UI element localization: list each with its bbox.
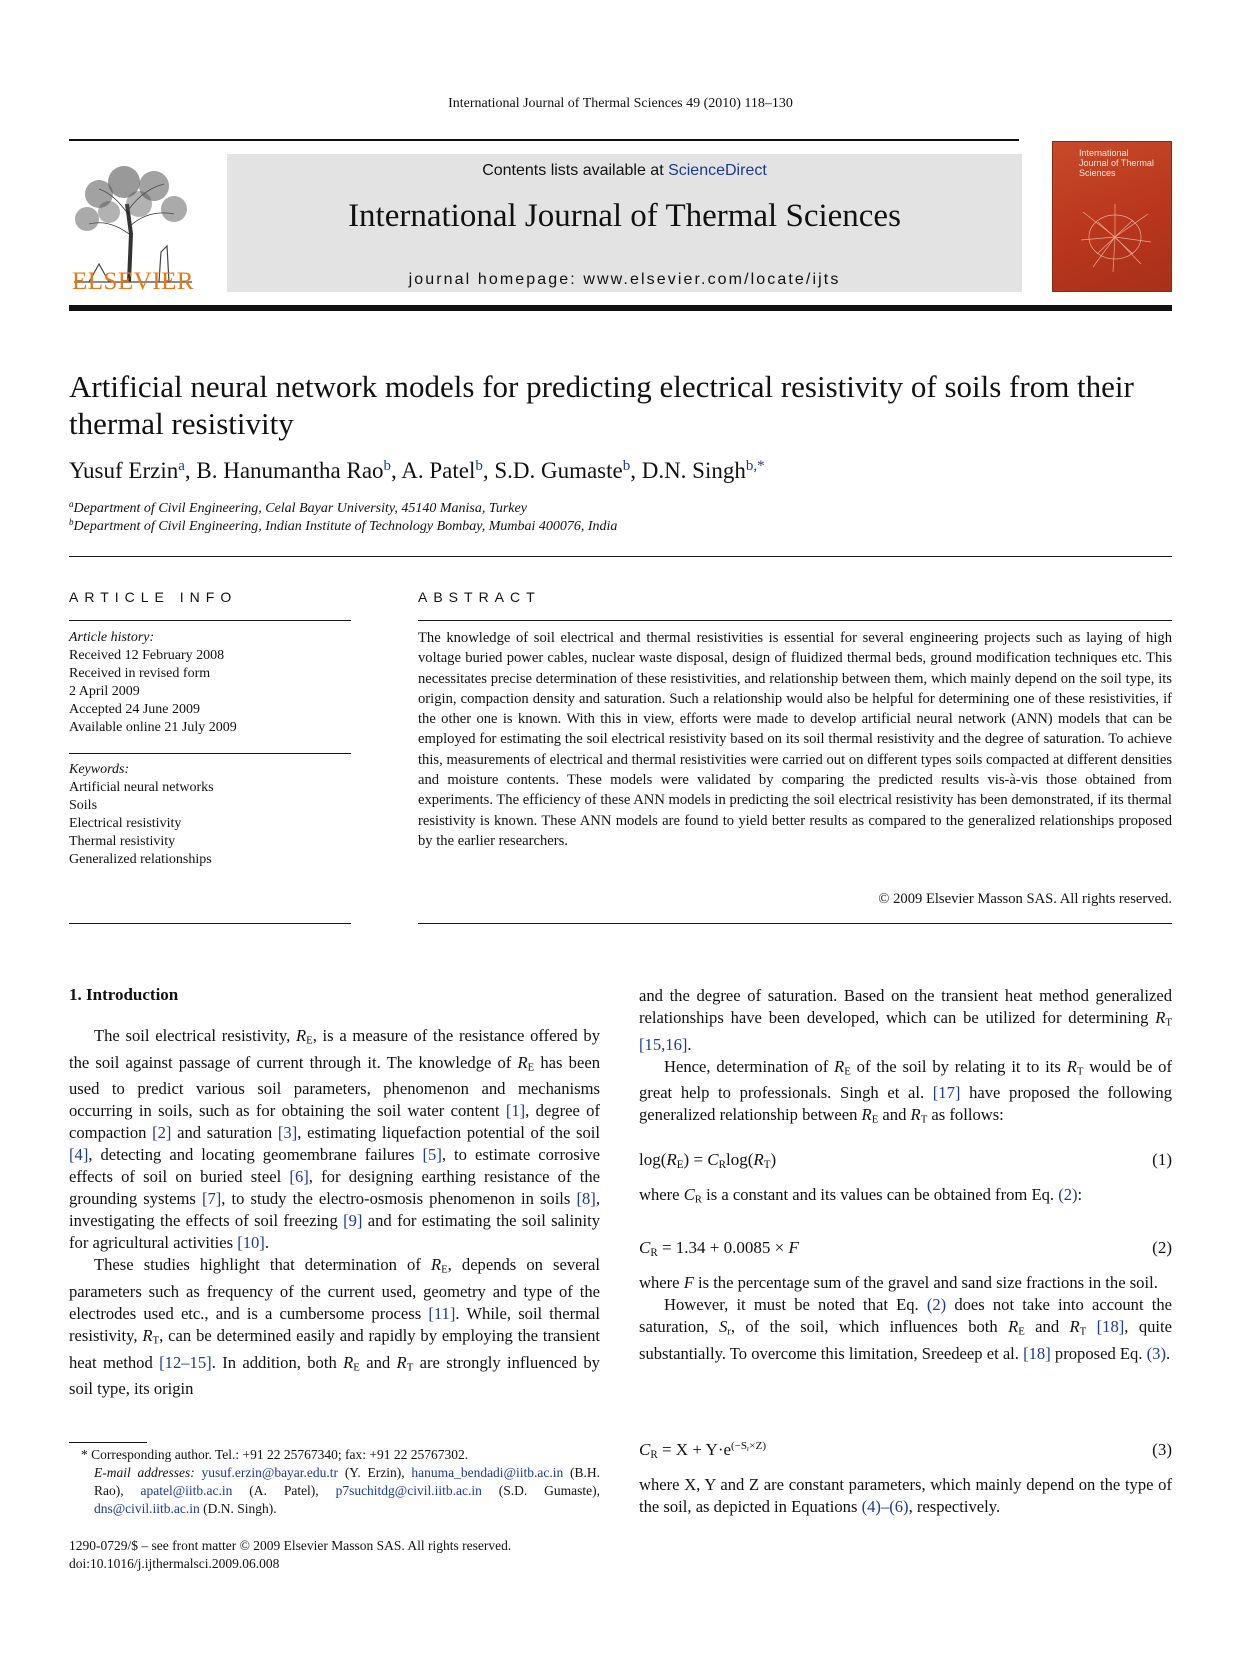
citation-link[interactable]: [17]: [932, 1083, 961, 1103]
history-item: Received in revised form: [69, 666, 211, 681]
email-link[interactable]: yusuf.erzin@bayar.edu.tr: [201, 1465, 339, 1480]
article-info-rule: [69, 620, 351, 621]
equation-2-followup: where F is the percentage sum of the gravel and sand size fractions in the soil. However, it must be noted that Eq. (2) does not take into account the saturation, $S_r$, of the soil, which influences both $R_E$ and $R_T$ [18], quite substantially. To overcome this limitation, Sreedeep et al. [18] proposed Eq. (3).: [639, 1273, 1172, 1363]
citation-link[interactable]: [12–15]: [159, 1352, 212, 1372]
paragraph: The soil electrical resistivity, $R_E$, is a measure of the resistance offered by the soil against passage of current through it. The knowledge of $R_E$ has been used to predict various soil parameters, phenomenon and mechanisms occurring in soils, such as for obtaining the soil water content [1], degree of compaction [2] and saturation [3], estimating liquefaction potential of the soil [4], detecting and locating geomembrane failures [5], to estimate corrosive effects of soil on buried steel [6], for designing earthing resistance of the grounding systems [7], to study the electro-osmosis phenomenon in soils [8], investigating the effects of soil freezing [9] and for estimating the soil salinity for agricultural activities [10].: [69, 1026, 600, 1253]
citation-link[interactable]: [9]: [343, 1211, 363, 1231]
abstract-copyright: © 2009 Elsevier Masson SAS. All rights reserved.: [878, 891, 1172, 907]
equation-link[interactable]: (4)–(6): [861, 1497, 909, 1516]
masthead-rule: [69, 305, 1172, 311]
citation-link[interactable]: [6]: [289, 1167, 309, 1187]
citation-link[interactable]: [4]: [69, 1145, 89, 1165]
author-name[interactable]: Yusuf Erzin: [69, 458, 179, 483]
author-affiliation-mark[interactable]: b: [622, 457, 631, 474]
abstract-rule: [418, 620, 1172, 621]
history-item: Accepted 24 June 2009: [69, 702, 201, 717]
abstract-heading: ABSTRACT: [418, 589, 541, 605]
history-item: Available online 21 July 2009: [69, 720, 237, 735]
contents-prefix: Contents lists available at: [482, 162, 669, 179]
footnote-rule: [69, 1442, 147, 1443]
citation-link[interactable]: [18]: [1096, 1317, 1125, 1336]
equation-link[interactable]: (2): [1058, 1185, 1078, 1204]
equation-1-followup: where $C_R$ is a constant and its values can be obtained from Eq. (2):: [639, 1185, 1083, 1206]
paragraph: However, it must be noted that Eq. (2) does not take into account the saturation, $S_r$, of the soil, which influences both $R_E$ and $R_T$ [18], quite substantially. To overcome this limitation, Sreedeep et al. [18] proposed Eq. (3).: [639, 1295, 1172, 1363]
author-name[interactable]: A. Patel: [401, 458, 476, 483]
citation-link[interactable]: [18]: [1023, 1343, 1051, 1363]
citation-link[interactable]: [5]: [422, 1145, 442, 1165]
author-name[interactable]: B. Hanumantha Rao: [196, 458, 384, 483]
keyword: Generalized relationships: [69, 852, 212, 867]
journal-homepage[interactable]: journal homepage: www.elsevier.com/locate/ijts: [408, 271, 841, 288]
paragraph: These studies highlight that determination of $R_E$, depends on several parameters such as frequency of the current used, geometry and type of the electrodes used etc., and is a cumbersome process [11]. While, soil thermal resistivity, $R_T$, can be determined easily and rapidly by employing the transient heat method [12–15]. In addition, both $R_E$ and $R_T$ are strongly influenced by soil type, its origin: [69, 1255, 601, 1399]
title-block-rule: [69, 556, 1172, 557]
affiliation-a: $^a$Department of Civil Engineering, Celal Bayar University, 45140 Manisa, Turkey: [69, 499, 527, 516]
article-title: Artificial neural network models for predicting electrical resistivity of soils from their thermal resistivity: [69, 369, 1134, 441]
article-info-bottom-rule: [69, 923, 351, 924]
keyword: Electrical resistivity: [69, 816, 182, 831]
journal-masthead: [227, 154, 1022, 292]
equation-number: (2): [1152, 1238, 1172, 1257]
author-list: Yusuf Erzin$^a$, B. Hanumantha Rao$^b$, A. Patel$^b$, S.D. Gumaste$^b$, D.N. Singh$^{b,*}$: [69, 457, 765, 483]
email-link[interactable]: dns@civil.iitb.ac.in: [94, 1501, 200, 1516]
article-history: Article history: Received 12 February 2008 Received in revised form 2 April 2009 Accepted 24 June 2009 Available online 21 July 2009: [69, 630, 237, 735]
history-item: Received 12 February 2008: [69, 648, 225, 663]
keywords: Keywords: Artificial neural networks Soils Electrical resistivity Thermal resistivity Generalized relationships: [69, 762, 214, 867]
author-name[interactable]: S.D. Gumaste: [494, 458, 623, 483]
right-column-top: [639, 985, 1172, 1127]
citation-link[interactable]: [3]: [277, 1123, 298, 1143]
author-affiliation-mark[interactable]: b: [475, 457, 483, 474]
keyword: Soils: [69, 798, 98, 813]
left-column: [69, 1025, 600, 1400]
abstract-text: The knowledge of soil electrical and thermal resistivities is essential for several engineering projects such as laying of high voltage buried power cables, nuclear waste disposal, design of fluidized thermal beds, ground modification techniques etc. This necessitates precise determination of these resistivities, and relationship between them, which mainly depend on the soil type, its origin, compaction density and saturation. Such a relationship would also be helpful for determining one of these resistivities, if the other one is known. With this in view, efforts were made to develop artificial neural network (ANN) models that can be employed for estimating the soil electrical resistivity based on its soil thermal resistivity and the degree of saturation. To achieve this, measurements of electrical and thermal resistivities were carried out on different types soils compacted at different densities and moisture contents. These models were validated by comparing the predicted results vis-à-vis those obtained from experiments. The efficiency of these ANN models in predicting the soil electrical resistivity has been demonstrated, if its thermal resistivity is known. These ANN models are found to yield better results as compared to the generalized relationships proposed by the earlier researchers.: [418, 630, 1172, 849]
affiliation-b: $^b$Department of Civil Engineering, Indian Institute of Technology Bombay, Mumbai 400076, India: [69, 517, 618, 534]
equation-link[interactable]: (3): [1146, 1343, 1166, 1363]
journal-cover-image: [1052, 141, 1172, 292]
author-affiliation-mark[interactable]: b,*: [745, 457, 765, 474]
article-info-heading: ARTICLE INFO: [69, 589, 238, 605]
issn-line: 1290-0729/$ – see front matter © 2009 Elsevier Masson SAS. All rights reserved.: [69, 1538, 512, 1553]
author-affiliation-mark[interactable]: a: [178, 457, 185, 474]
contents-line: [227, 162, 1022, 180]
email-link[interactable]: apatel@iitb.ac.in: [140, 1483, 233, 1498]
citation-link[interactable]: [8]: [576, 1189, 596, 1209]
paragraph: Hence, determination of $R_E$ of the soil by relating it to its $R_T$ would be of great help to professionals. Singh et al. [17] have proposed the following generalized relationship between $R_E$ and $R_T$ as follows:: [639, 1056, 1172, 1127]
doi-line[interactable]: doi:10.1016/j.ijthermalsci.2009.06.008: [69, 1556, 280, 1571]
elsevier-wordmark: ELSEVIER: [71, 268, 195, 295]
author-affiliation-mark[interactable]: b: [383, 457, 391, 474]
sciencedirect-link[interactable]: ScienceDirect: [668, 162, 767, 179]
equation-link[interactable]: (2): [926, 1295, 947, 1314]
journal-name: International Journal of Thermal Sciences: [348, 198, 901, 234]
email-link[interactable]: hanuma_bendadi@iitb.ac.in: [411, 1465, 564, 1480]
citation-link[interactable]: [11]: [428, 1304, 456, 1324]
keyword: Thermal resistivity: [69, 834, 176, 849]
equation-number: (3): [1152, 1440, 1172, 1459]
keywords-rule: [69, 753, 351, 754]
citation-link[interactable]: [7]: [201, 1189, 222, 1209]
section-heading-introduction: 1. Introduction: [69, 985, 179, 1004]
paragraph: and the degree of saturation. Based on the transient heat method generalized relationships have been developed, which can be utilized for determining $R_T$ [15,16].: [639, 986, 1172, 1054]
citation-link[interactable]: [2]: [152, 1123, 172, 1143]
email-link[interactable]: p7suchitdg@civil.iitb.ac.in: [335, 1483, 482, 1498]
citation-link[interactable]: [15,16]: [639, 1034, 688, 1054]
equation-2: $C_R = 1.34 + 0.0085 \times F$ (2): [639, 1238, 1172, 1259]
abstract-bottom-rule: [418, 923, 1172, 924]
equation-3-followup: where X, Y and Z are constant parameters, which mainly depend on the type of the soil, as depicted in Equations (4)–(6), respectively.: [639, 1475, 1172, 1516]
author-name[interactable]: D.N. Singh: [641, 458, 746, 483]
equation-number: (1): [1152, 1150, 1172, 1169]
cover-art: [1053, 142, 1172, 292]
cover-title: International Journal of Thermal Sciences: [1079, 148, 1154, 178]
equation-3: $C_R = X + Y\cdot e^{(-S_r\times Z)}$ (3): [639, 1439, 1172, 1461]
keyword: Artificial neural networks: [69, 780, 214, 795]
citation-link[interactable]: [1]: [505, 1101, 526, 1121]
running-head: International Journal of Thermal Sciences 49 (2010) 118–130: [448, 96, 793, 111]
front-matter: [69, 1537, 511, 1573]
citation-link[interactable]: [10]: [237, 1233, 265, 1253]
header-rule: [69, 139, 1019, 141]
corresponding-author-footnote: * Corresponding author. Tel.: +91 22 25767340; fax: +91 22 25767302. E-mail addresses: yusuf.erzin@bayar.edu.tr (Y. Erzin), hanuma_bendadi@iitb.ac.in (B.H. Rao), apatel@iitb.ac.in (A. Patel), p7suchitdg@civil.iitb.ac.in (S.D. Gumaste), dns@civil.iitb.ac.in (D.N. Singh).: [81, 1447, 600, 1516]
history-item: 2 April 2009: [69, 684, 140, 699]
equation-1: $\log(R_E) = C_R\log(R_T)$ (1): [639, 1150, 1172, 1171]
